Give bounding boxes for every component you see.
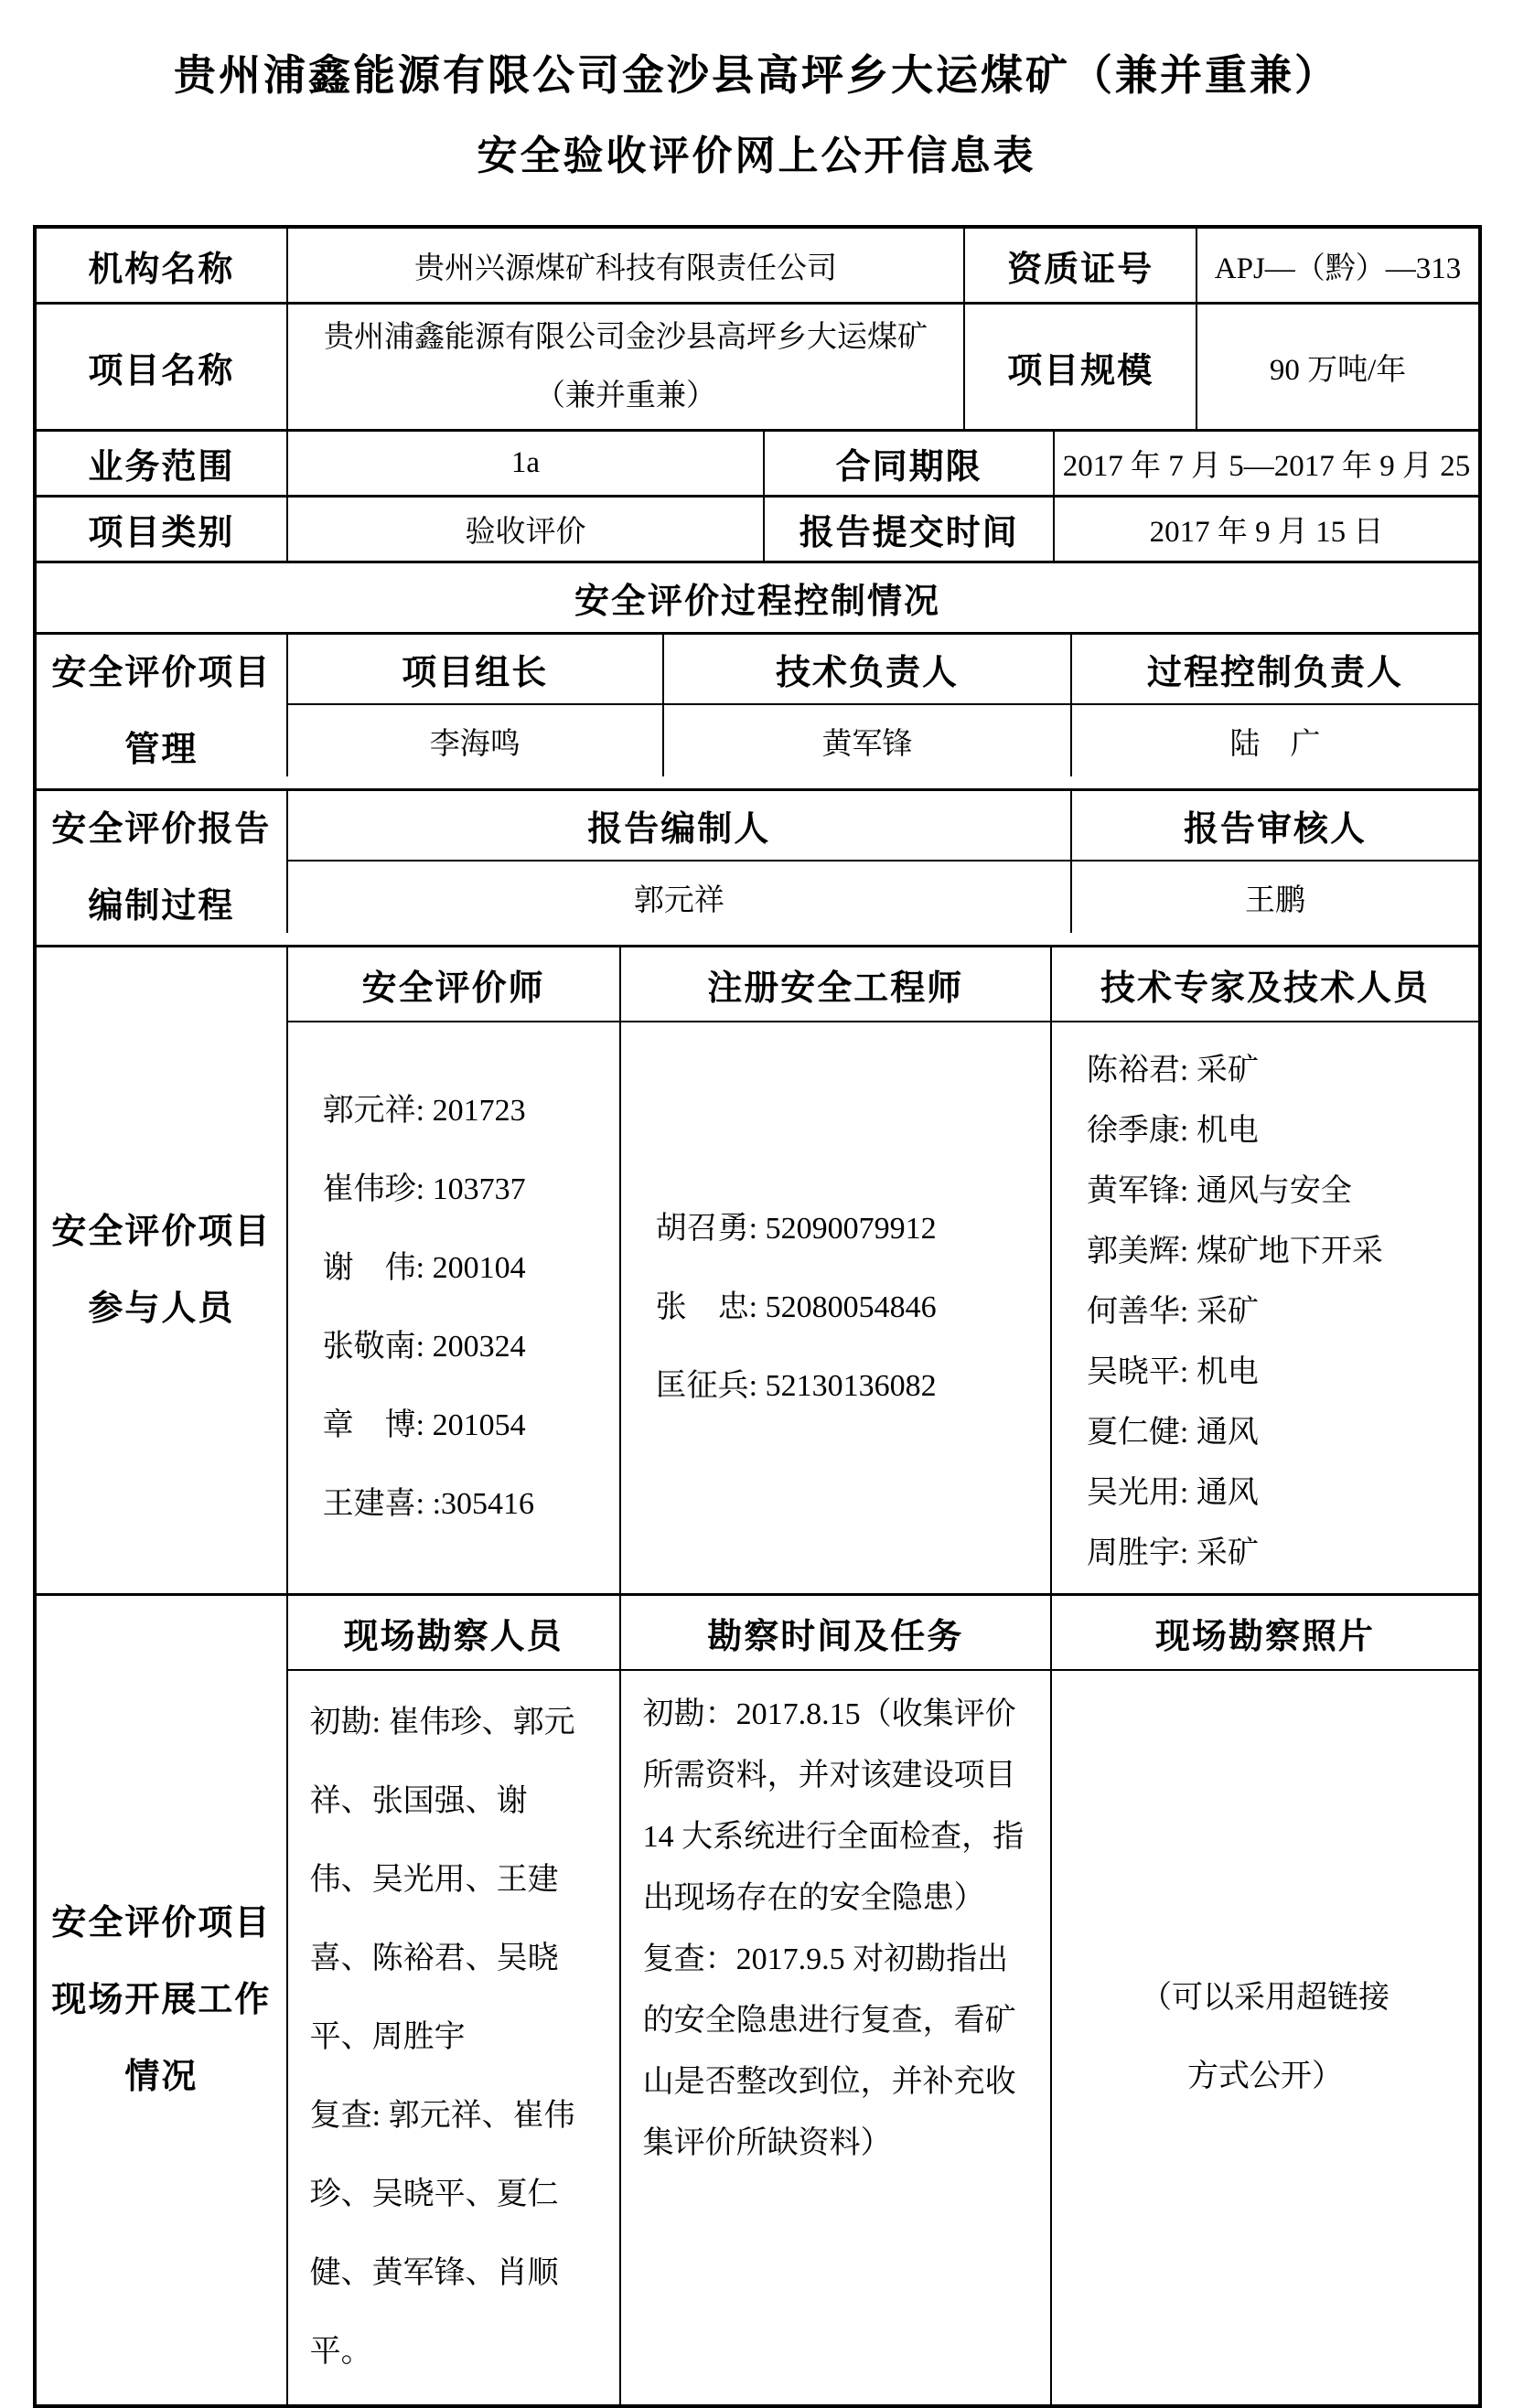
survey-personnel-header: 现场勘察人员 — [286, 1596, 619, 1669]
section-management — [37, 632, 1478, 788]
fieldwork-body — [286, 1596, 1478, 2404]
org-name-label: 机构名称 — [88, 250, 235, 289]
participants-row-label — [37, 947, 286, 1593]
list-item: 谢 伟: 200104 — [322, 1251, 526, 1285]
participants-content-row — [286, 1021, 1478, 1593]
report-row-label-line2: 编制过程 — [88, 887, 235, 926]
registered-engineer-list — [619, 1022, 1050, 1593]
list-item: 匡征兵: 52130136082 — [655, 1369, 937, 1403]
fieldwork-row-label-line2: 现场开展工作 — [51, 1981, 272, 2019]
row-organization — [37, 229, 1478, 302]
list-item: 徐季康: 机电 — [1086, 1114, 1259, 1148]
process-control-section-title: 安全评价过程控制情况 — [574, 583, 940, 621]
row-project-category — [37, 495, 1478, 561]
management-header-row — [286, 635, 1478, 703]
list-item: 陈裕君: 采矿 — [1086, 1054, 1259, 1087]
list-item: 张敬南: 200324 — [322, 1330, 526, 1364]
survey-personnel-initial: 初勘: 崔伟珍、郭元祥、张国强、谢 伟、吴光用、王建喜、陈裕君、吴晓平、周胜宇 — [309, 1706, 575, 2054]
participants-body — [286, 947, 1478, 1593]
report-value-row — [286, 860, 1478, 933]
fieldwork-row-label — [37, 1596, 286, 2404]
management-row-label — [37, 635, 286, 788]
cert-no-value: APJ—（黔）—313 — [1196, 229, 1478, 302]
list-item: 吴光用: 通风 — [1086, 1476, 1259, 1510]
report-submit-label: 报告提交时间 — [763, 498, 1053, 561]
report-reviewer-value: 王鹏 — [1070, 862, 1478, 933]
row-business-scope — [37, 429, 1478, 495]
management-value-row — [286, 703, 1478, 776]
survey-personnel-recheck: 复查: 郭元祥、崔伟珍、吴晓平、夏仁健、黄军锋、肖顺平。 — [309, 2099, 575, 2369]
participants-header-row — [286, 947, 1478, 1021]
report-row-label-line1: 安全评价报告 — [51, 810, 272, 849]
project-category-value: 验收评价 — [286, 498, 764, 561]
project-name-value: 贵州浦鑫能源有限公司金沙县高坪乡大运煤矿（兼并重兼） — [286, 305, 964, 429]
fieldwork-row-label-line3: 情况 — [124, 2058, 199, 2096]
management-body — [286, 635, 1478, 788]
info-table — [33, 225, 1482, 2408]
list-item: 何善华: 采矿 — [1086, 1295, 1259, 1329]
business-scope-value: 1a — [286, 432, 764, 495]
survey-photos-note-line2: 方式公开） — [1186, 2060, 1343, 2093]
org-name-value: 贵州兴源煤矿科技有限责任公司 — [286, 229, 964, 302]
list-item: 王建喜: :305416 — [322, 1487, 535, 1521]
report-reviewer-header: 报告审核人 — [1070, 791, 1478, 860]
tech-expert-header: 技术专家及技术人员 — [1050, 947, 1478, 1021]
contract-period-value: 2017 年 7 月 5—2017 年 9 月 25 — [1053, 432, 1478, 495]
section-participants — [37, 945, 1478, 1593]
row-section-banner — [37, 561, 1478, 632]
survey-photos-note — [1050, 1671, 1478, 2404]
row-project — [37, 302, 1478, 429]
list-item: 夏仁健: 通风 — [1086, 1416, 1259, 1450]
fieldwork-content-row — [286, 1669, 1478, 2404]
participants-row-label-line2: 参与人员 — [88, 1290, 235, 1328]
report-body — [286, 791, 1478, 945]
survey-personnel-text — [286, 1671, 619, 2404]
process-control-lead-header: 过程控制负责人 — [1070, 635, 1478, 703]
management-row-label-line1: 安全评价项目 — [51, 654, 272, 692]
process-control-lead-value: 陆 广 — [1070, 705, 1478, 776]
tech-expert-list — [1050, 1022, 1478, 1593]
section-fieldwork — [37, 1593, 1478, 2404]
safety-evaluator-header: 安全评价师 — [286, 947, 619, 1021]
fieldwork-header-row — [286, 1596, 1478, 1669]
safety-evaluator-list — [286, 1022, 619, 1593]
project-leader-header: 项目组长 — [286, 635, 662, 703]
report-header-row — [286, 791, 1478, 860]
report-submit-value: 2017 年 9 月 15 日 — [1053, 498, 1478, 561]
survey-photos-note-line1: （可以采用超链接 — [1140, 1981, 1390, 2015]
section-report — [37, 788, 1478, 945]
list-item: 郭美辉: 煤矿地下开采 — [1086, 1235, 1383, 1268]
fieldwork-row-label-line1: 安全评价项目 — [51, 1904, 272, 1942]
survey-tasks-header: 勘察时间及任务 — [619, 1596, 1050, 1669]
survey-task-initial: 初勘：2017.8.15（收集评价所需资料，并对该建设项目 14 大系统进行全面检查，指出现场存在的安全隐患） — [642, 1697, 1025, 1915]
list-item: 章 博: 201054 — [322, 1408, 526, 1442]
list-item: 张 忠: 52080054846 — [655, 1290, 937, 1324]
report-writer-value: 郭元祥 — [286, 862, 1070, 933]
report-writer-header: 报告编制人 — [286, 791, 1070, 860]
project-name-label: 项目名称 — [88, 351, 235, 391]
project-category-label: 项目类别 — [88, 514, 235, 552]
participants-row-label-line1: 安全评价项目 — [51, 1213, 272, 1251]
tech-lead-header: 技术负责人 — [662, 635, 1070, 703]
contract-period-label: 合同期限 — [763, 432, 1053, 495]
cert-no-label: 资质证号 — [963, 229, 1196, 302]
registered-engineer-header: 注册安全工程师 — [619, 947, 1050, 1021]
page-title-line1: 贵州浦鑫能源有限公司金沙县高坪乡大运煤矿（兼并重兼） — [174, 52, 1339, 99]
survey-photos-header: 现场勘察照片 — [1050, 1596, 1478, 1669]
list-item: 胡召勇: 52090079912 — [655, 1212, 937, 1246]
project-scale-label: 项目规模 — [963, 305, 1196, 429]
page-title-line2: 安全验收评价网上公开信息表 — [477, 134, 1036, 178]
tech-lead-value: 黄军锋 — [662, 705, 1070, 776]
list-item: 吴晓平: 机电 — [1086, 1355, 1259, 1389]
business-scope-label: 业务范围 — [88, 448, 235, 487]
list-item: 郭元祥: 201723 — [322, 1094, 526, 1128]
list-item: 黄军锋: 通风与安全 — [1086, 1174, 1352, 1208]
list-item: 周胜宇: 采矿 — [1086, 1536, 1259, 1570]
management-row-label-line2: 管理 — [124, 731, 199, 769]
survey-tasks-text — [619, 1671, 1050, 2404]
report-row-label — [37, 791, 286, 945]
project-leader-value: 李海鸣 — [286, 705, 662, 776]
survey-task-recheck: 复查：2017.9.5 对初勘指出的安全隐患进行复查，看矿山是否整改到位，并补充收集评价所缺资料） — [642, 1942, 1016, 2160]
list-item: 崔伟珍: 103737 — [322, 1172, 526, 1206]
project-scale-value: 90 万吨/年 — [1196, 305, 1478, 429]
